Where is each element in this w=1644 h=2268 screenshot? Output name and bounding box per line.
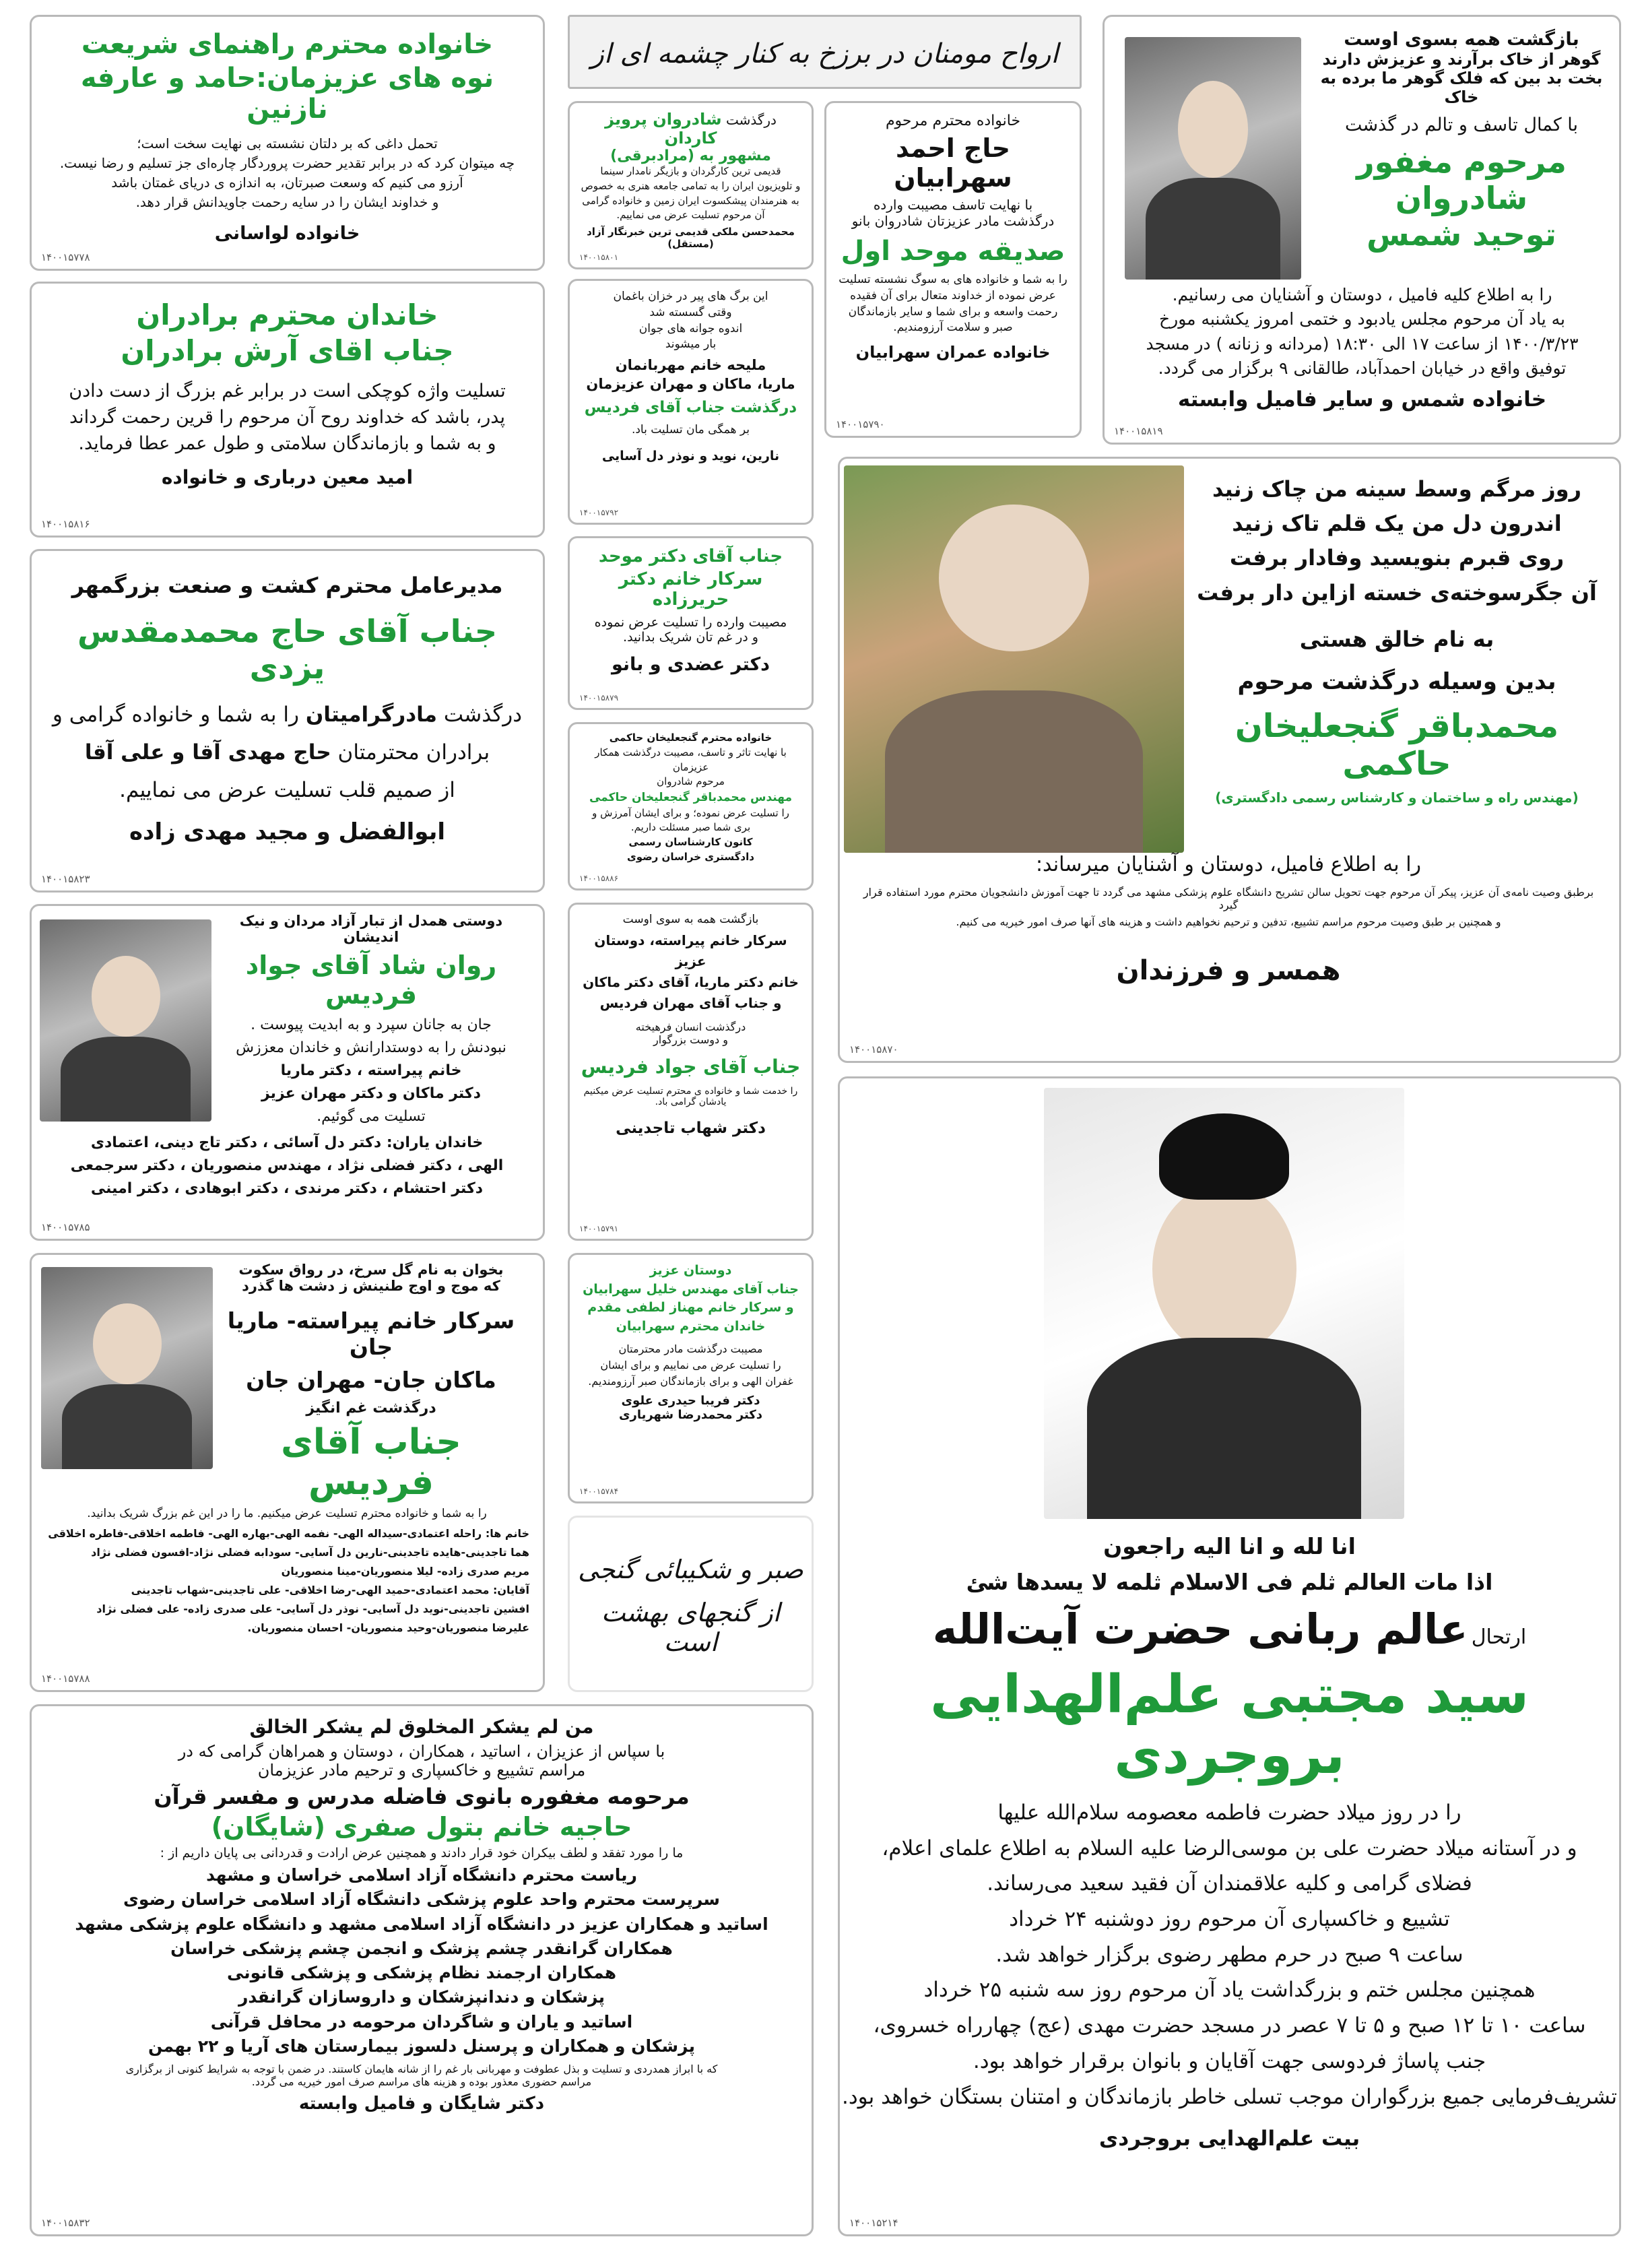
deceased-name: جناب آقای فردیس [281, 1422, 461, 1503]
text-line: تشییع و خاکسپاری آن مرحوم روز دوشنبه ۲۴ خرداد [1009, 1907, 1450, 1932]
recipient-line: دکتر ماکان و دکتر مهران عزیز [261, 1085, 481, 1103]
signature: خانواده لواسانی [214, 223, 360, 244]
text-line: ما را مورد تفقد و لطف بیکران خود قرار دادند و همچنین عرض ارادت و قدردانی بی پایان داریم از : [160, 1846, 684, 1860]
ad-yaran [30, 904, 545, 1241]
header-line [578, 110, 803, 148]
text-line: را خدمت شما و خانواده ی محترم تسلیت عرض میکنیم [583, 1086, 798, 1097]
recipient-line: خاندان محترم سهرابیان [616, 1318, 766, 1334]
signature: محمدحسن ملکی قدیمی ترین خبرنگار آزاد (مستقل) [587, 226, 795, 250]
signature: امید معین درباری و خانواده [161, 466, 414, 489]
ad-del-asaei [568, 279, 814, 525]
portrait-photo [40, 919, 211, 1122]
names-line: آقایان: محمد اعتمادی-حمید الهی-رضا اخلاقی- علی تاجدینی-شهاب تاجدینی [131, 1583, 529, 1596]
ad-ref-number: ۱۴۰۰۱۵۸۱۶ [41, 518, 90, 530]
names-line: علیرضا منصوریان-وحید منصوریان- احسان منصوریان. [247, 1621, 529, 1634]
text-line: تشریف‌فرمایی جمیع بزرگواران موجب تسلی خاطر بازماندگان و امتنان بستگان خواهد بود. [841, 2084, 1618, 2109]
ad-ref-number: ۱۴۰۰۱۵۸۳۲ [41, 2217, 90, 2229]
recipient-line: و جناب آقای مهران فردیس [599, 995, 782, 1011]
text-line: را تسلیت عرض نموده؛ و برای ایشان آمرزش و [592, 806, 789, 819]
poem-line: بار میشوند [665, 337, 717, 352]
text-line: و در غم تان شریک بدانید. [623, 630, 758, 645]
ad-ref-number: ۱۴۰۰۱۵۷۸۵ [41, 1221, 90, 1233]
ad-ozdi [568, 536, 814, 710]
title-text: عالم ربانی حضرت آیت‌الله [932, 1605, 1468, 1654]
deceased-name: صدیقه موحد اول [841, 236, 1065, 267]
text-line: تسلیت می گوئیم. [317, 1108, 426, 1126]
ad-kardan [568, 101, 814, 269]
signature: دکتر عضدی و بانو [611, 654, 770, 675]
deceased-name: مهندس محمدباقر گنجعلیخان حاکمی [589, 791, 792, 804]
ad-ref-number: ۱۴۰۰۱۵۸۰۱ [579, 253, 619, 262]
text-line: و تلویزیون ایران را به تمامی جامعه هنری به خصوص [581, 179, 801, 192]
portrait-photo [41, 1267, 213, 1469]
names-line: هما تاجدینی-هایده تاجدینی-نارین دل آسایی- سودابه فضلی نژاد-افسون فضلی نژاد [91, 1545, 529, 1559]
signature-line: دادگستری خراسان رضوی [627, 850, 754, 863]
signature: بیت علم‌الهدایی بروجردی [1098, 2127, 1360, 2151]
quote-line: از گنجهای بهشت است [601, 1598, 781, 1657]
text-line: را تسلیت عرض می نماییم و برای ایشان [600, 1359, 781, 1372]
deceased-name: محمدباقر گنجعلیخان حاکمی [1235, 707, 1559, 783]
thanks-line: ریاست محترم دانشگاه آزاد اسلامی خراسان و مشهد [206, 1865, 637, 1885]
names-line: مریم صدری زاده- لیلا منصوریان-مینا منصوریان [281, 1564, 529, 1578]
poem-line: بخوان به نام گل سرخ، در رواق سکوت [238, 1262, 504, 1278]
signature: نارین، نوید و نوذر دل آسایی [601, 449, 780, 464]
text-line: بری شما صبر مسئلت داریم. [630, 821, 751, 834]
text-line: ساعت ۹ صبح در حرم مطهر رضوی برگزار خواهد شد. [995, 1942, 1464, 1967]
text-line: به هنرمندان پیشکسوت ایران زمین و خانواده گرامی [582, 194, 799, 207]
text-line: مراسم تشییع و خاکسپاری و ترحیم مادر عزیزمان [257, 1761, 586, 1780]
ad-fardis-friends [30, 1253, 545, 1692]
ad-ref-number: ۱۴۰۰۱۵۲۱۴ [849, 2217, 898, 2229]
ad-experts-association [568, 722, 814, 890]
recipient-line: خانواده محترم راهنمای شریعت [81, 29, 494, 60]
recipient-line: جناب آقای مهندس خلیل سهرابیان [583, 1281, 799, 1297]
title-line [840, 1605, 1619, 1654]
text-line: عرض نموده از خداوند متعال برای آن فقیده [850, 288, 1056, 302]
text-line: ۱۴۰۰/۳/۲۳ از ساعت ۱۷ الی ۱۸:۳۰ (مردانه و زنانه ) در مسجد [1146, 333, 1579, 354]
ad-ref-number: ۱۴۰۰۱۵۷۹۲ [579, 508, 619, 517]
signature-line: دکتر احتشام ، دکتر مرندی ، دکتر ابوهادی ، دکتر امینی [90, 1180, 484, 1198]
poem-line: اندوه جوانه های جوان [638, 321, 743, 335]
deceased-name: حاجیه خانم بتول صفری (شایگان) [211, 1812, 632, 1842]
text-line: پدر، باشد که خداوند روح آن مرحوم را قرین رحمت گرداند [69, 407, 505, 428]
text-line [49, 696, 525, 734]
text-line: و به شما و بازماندگان سلامتی و طول عمر عطا فرماید. [78, 433, 496, 455]
text-line: با نهایت تاسف مصیبت وارده [873, 197, 1033, 213]
text-line: مرحوم شادروان [657, 775, 725, 788]
recipient-line: ماکان جان- مهران جان [246, 1367, 496, 1393]
recipient-line: خانم دکتر ماریا، آقای دکتر ماکان [583, 974, 799, 990]
text-line: تحمل داغی که بر دلتان نشسته بی نهایت سخت است؛ [137, 135, 438, 152]
recipient-line: سرکار خانم پیراسته، دوستان عزیز [594, 932, 787, 969]
text-line: که با ابراز همدردی و تسلیت و بذل عطوفت و مهربانی بار غم را از شانه هایمان کاستند. در ضمن با توجه به شرایط کنونی از برگزاری [125, 2063, 718, 2075]
text-line: درگذشت انسان فرهیخته [635, 1020, 746, 1033]
ad-mahdizadeh [30, 549, 545, 893]
poem-line: آن جگرسوخته‌ی خسته ازاین دار برفت [1197, 579, 1597, 606]
intro-line: دوستی همدل از تبار آزاد مردان و نیک اندیشان [239, 913, 503, 945]
text-line: قدیمی ترین کارگردان و بازیگر نامدار سینما [600, 165, 781, 177]
poem-line: اندرون دل من یک قلم تاک زنید [1232, 511, 1562, 537]
thanks-line: سرپرست محترم واحد علوم پزشکی دانشگاه آزاد اسلامی خراسان رضوی [123, 1889, 720, 1910]
portrait-photo [844, 465, 1184, 853]
recipient-name: حاج احمد سهرابیان [894, 133, 1012, 193]
signature: دکتر شهاب تاجدینی [616, 1120, 766, 1137]
text-line: چه میتوان کرد که در برابر تقدیر حضرت پروردگار چاره‌ای جز تسلیم و رضا نیست. [59, 155, 515, 171]
text-emphasis: حاج مهدی آقا و علی آقا [84, 740, 331, 765]
signature-line: دکتر محمدرضا شهریاری [618, 1408, 763, 1423]
signature-line: کانون کارشناسان رسمی [628, 836, 753, 849]
portrait-photo [1044, 1088, 1404, 1519]
intro-line: بدین وسیله درگذشت مرحوم [1237, 668, 1556, 695]
ad-shayegan [30, 1704, 814, 2236]
text-line: جان به جانان سپرد و به ابدیت پیوست . [251, 1016, 492, 1033]
text-line: جنب پاساژ فردوسی جهت آقایان و بانوان برقرار خواهد بود. [973, 2048, 1486, 2073]
ad-ref-number: ۱۴۰۰۱۵۸۷۰ [849, 1043, 898, 1056]
text-line: و دوست بزرگوار [653, 1033, 728, 1046]
ad-tohid-shams [1103, 15, 1621, 445]
ad-lavasani [30, 15, 545, 271]
thanks-line: اساتید و همکاران عزیز در دانشگاه آزاد اسلامی مشهد و دانشگاه علوم پزشکی مشهد [75, 1914, 768, 1934]
recipient-title: مدیرعامل محترم کشت و صنعت بزرگمهر [71, 573, 503, 598]
poem-line: که موج و اوج طنینش ز دشت ها گذرد [242, 1278, 500, 1294]
recipient-line: ماریا، ماکان و مهران عزیزمان [586, 376, 795, 393]
text-line: فضلای گرامی و کلیه علاقمندان آن فقید سعید می‌رساند. [987, 1871, 1472, 1896]
header-line: خانواده محترم مرحوم [885, 112, 1021, 129]
signature: همسر و فرزندان [1116, 955, 1341, 986]
hadith-line: من لم یشکر المخلوق لم یشکر الخالق [249, 1716, 594, 1738]
ad-ref-number: ۱۴۰۰۱۵۷۹۱ [579, 1224, 619, 1233]
signature-line: الهی ، دکتر فضلی نژاد ، مهندس منصوریان ، دکتر سرجمعی [70, 1157, 504, 1175]
portrait-photo [1125, 37, 1301, 280]
deceased-line: درگذشت جناب آقای فردیس [584, 399, 797, 417]
heading-line: به نام خالق هستی [1299, 626, 1494, 652]
text-line: رحمت واسعه و برای شما و سایر بازماندگان [848, 304, 1058, 319]
poem-line: روز مرگم وسط سینه من چاک زنید [1212, 476, 1582, 502]
poem-line: روی قبرم بنویسید وفادار برفت [1229, 545, 1565, 571]
deceased-name: توحید شمس [1367, 216, 1556, 253]
ad-ref-number: ۱۴۰۰۱۵۷۸۴ [579, 1487, 619, 1496]
recipient-name: جناب اقای آرش برادران [121, 334, 454, 367]
signature: خانواده عمران سهرابیان [855, 343, 1051, 362]
text-line: برطبق وصیت نامه‌ی آن عزیز، پیکر آن مرحوم جهت تحویل سالن تشریح دانشگاه علوم پزشکی مشهد می گردد تا جهت آموزش دانشجویان محترم مورد استفاده قرار گیرد [863, 886, 1594, 911]
text-part: برادران محترمتان [337, 740, 490, 765]
text-line: آن مرحوم تسلیت عرض می نماییم. [616, 209, 765, 222]
recipient-name: جناب آقای حاج محمدمقدس یزدی [77, 613, 498, 686]
text-line: مراسم حضوری معذور بوده و هزینه های مراسم صرف امور خیریه می گردد. [251, 2075, 592, 2088]
deceased-profession: (مهندس راه و ساختمان و کارشناس رسمی دادگستری) [1215, 789, 1579, 806]
text-line: را در روز میلاد حضرت فاطمه معصومه سلام‌الله علیها [997, 1801, 1461, 1825]
ad-ref-number: ۱۴۰۰۱۵۸۲۳ [41, 873, 90, 885]
text-line: صبر و سلامت آرزومندیم. [893, 321, 1013, 335]
recipient-line: خانواده محترم گنجعلیخان حاکمی [609, 732, 772, 744]
text-line: با سپاس از عزیزان ، اساتید ، همکاران ، دوستان و همراهان گرامی که در [178, 1742, 665, 1761]
text-line: نبودنش را به دوستدارانش و خاندان معززش [236, 1039, 506, 1057]
signature-line: دکتر فریبا حیدری علوی [621, 1394, 760, 1408]
ad-baradaran [30, 282, 545, 538]
text-line: از صمیم قلب تسلیت عرض می نماییم. [119, 777, 455, 802]
ad-sohrabian [824, 101, 1082, 438]
thanks-line: اساتید و یاران و شاگردان مرحومه در محافل قرآنی [210, 2011, 633, 2032]
ad-hakemi [838, 457, 1621, 1063]
ad-ref-number: ۱۴۰۰۱۵۸۱۹ [1114, 425, 1163, 437]
quran-verse: انا لله و انا الیه راجعون [1103, 1533, 1356, 1559]
intro-line: با کمال تاسف و تالم در گذشت [1344, 115, 1579, 135]
deceased-title: مرحومه مغفوره بانوی فاضله مدرس و مفسر قرآن [154, 1784, 690, 1809]
hadith-line: اذا مات العالم ثلم فی الاسلام ثلمه لا یسدها شئ [966, 1569, 1493, 1595]
text-line: بر همگی مان تسلیت باد. [631, 423, 750, 437]
recipient-line: ملیحه خانم مهربانمان [615, 357, 766, 374]
deceased-name: سید مجتبی علم‌الهدایی بروجردی [930, 1664, 1529, 1786]
text-line: را به اطلاع فامیل، دوستان و آشنایان میرساند: [1035, 853, 1422, 876]
thanks-line: همکاران ارجمند نظام پزشکی و پزشکی قانونی [226, 1963, 617, 1982]
text-line: غفران الهی و برای بازماندگان صبر آرزومندیم. [588, 1375, 793, 1388]
recipient-line: جناب آقای دکتر موحد [598, 546, 783, 566]
signature: ابوالفضل و مجید مهدی زاده [129, 818, 446, 846]
text-line: آرزو می کنیم که وسعت صبرتان، به اندازه ی دریای غمتان باشد [111, 174, 463, 191]
recipient-line: خانم پیراسته ، دکتر ماریا [280, 1062, 462, 1080]
text-line: با نهایت تاثر و تاسف، مصیبت درگذشت همکار عزیزمان [595, 746, 787, 773]
deceased-name: روان شاد آقای جواد فردیس [245, 950, 497, 1010]
recipient-names: نوه های عزیزمان:حامد و عارفه نازنین [80, 63, 494, 125]
thanks-line: همکاران گرانقدر چشم پزشک و انجمن چشم پزشکی خراسان [170, 1938, 673, 1958]
signature-line: خاندان یاران: دکتر دل آسائی ، دکتر تاج دینی، اعتمادی [90, 1134, 484, 1151]
poem-line: بخت بد بین که فلک گوهر ما برده به خاک [1320, 69, 1603, 106]
thanks-line: پزشکان و همکاران و پرسنل دلسوز بیمارستان های آریا و ۲۲ بهمن [148, 2036, 695, 2056]
thanks-line: پزشکان و دندانپزشکان و داروسازان گرانقدر [238, 1987, 605, 2007]
signature: دکتر شایگان و فامیل وابسته [298, 2094, 545, 2114]
deceased-title: مرحوم مغفور شادروان [1356, 143, 1567, 216]
text-line: را به شما و خانواده محترم تسلیت عرض میکنیم. ما را در این غم بزرگ شریک بدانید. [87, 1507, 487, 1520]
text-line: را به اطلاع کلیه فامیل ، دوستان و آشنایان می رسانیم. [1172, 285, 1552, 304]
text-line: همچنین مجلس ختم و بزرگداشت یاد آن مرحوم روز سه شنبه ۲۵ خرداد [923, 1978, 1536, 2003]
signature: خانواده شمس و سایر فامیل وابسته [1177, 387, 1547, 412]
opening-line: بازگشت همه بسوی اوست [1344, 29, 1579, 50]
names-line: خانم ها: راحله اعتمادی-سیداله الهی- نفمه الهی-بهاره الهی- فاطمه اخلاقی-فاطره اخلاقی [48, 1526, 529, 1540]
text-line: و در آستانه میلاد حضرت علی بن موسی‌الرضا علیه السلام به اطلاع علمای اعلام، [882, 1836, 1577, 1860]
ad-tajdini [568, 903, 814, 1241]
text-line: یادشان گرامی باد. [655, 1097, 727, 1107]
text-line: و خداوند ایشان را در سایه رحمت جاویدانش قرار دهد. [135, 194, 439, 210]
text-line: درگذشت مادر عزیزتان شادروان بانو [851, 213, 1055, 229]
text-line: ساعت ۱۰ تا ۱۲ صبح و ۵ تا ۷ عصر در مسجد حضرت مهدی (عج) چهارراه خسروی، [873, 2013, 1586, 2038]
recipient-line: خاندان محترم برادران [136, 298, 438, 331]
poem-line: وقتی گسسته شد [649, 305, 732, 319]
text-line: توفیق واقع در خیابان احمدآباد، طالقانی ۹ برگزار می گردد. [1158, 358, 1567, 378]
text-line: مصیبت وارده را تسلیت عرض نموده [594, 615, 787, 630]
quote-line: صبر و شکیبائی گنجی [578, 1555, 803, 1584]
text-line: مصیبت درگذشت مادر محترمتان [618, 1342, 763, 1356]
recipient-line: دوستان عزیز [649, 1263, 732, 1278]
recipient-line: سرکار خانم پیراسته- ماریا جان [227, 1307, 515, 1360]
recipient-line: و سرکار خانم مهناز لطفی مقدم [587, 1300, 794, 1316]
text-line: را به شما و خانواده های به سوگ نشسته تسلیت [839, 273, 1067, 286]
ad-ref-number: ۱۴۰۰۱۵۸۸۶ [579, 874, 619, 883]
names-line: افشین تاجدینی-نوید دل آسایی- نوذر دل آسایی- علی صدری زاده- علی فضلی نژاد [96, 1602, 529, 1615]
ad-ref-number: ۱۴۰۰۱۵۷۹۰ [836, 418, 885, 430]
poem-line: این برگ های پیر در خزان باغمان [613, 290, 768, 303]
text-part: درگذشت [443, 703, 523, 727]
header-prefix: درگذشت [725, 112, 777, 128]
ad-calligraphy-quote [568, 1516, 814, 1692]
deceased-name: جناب آقای جواد فردیس [581, 1056, 801, 1078]
intro-line: درگذشت غم انگیز [306, 1400, 436, 1417]
text-line: به یاد آن مرحوم مجلس یادبود و ختمی امروز یکشنبه مورخ [1159, 309, 1565, 329]
text-line: و همچنین بر طبق وصیت مرحوم مراسم تشییع، تدفین و ترحیم نخواهیم داشت و هزینه های آنها صرف امور خیریه می کنیم. [956, 915, 1501, 928]
ad-alamolhoda [838, 1076, 1621, 2236]
header-banner [568, 15, 1082, 89]
deceased-name: شادروان پرویز کاردان [605, 110, 722, 148]
text-part: را به شما و خانواده گرامی و [52, 703, 299, 727]
text-emphasis: مادرگرامیتان [305, 703, 437, 727]
title-prefix: ارتحال [1471, 1625, 1527, 1649]
ad-ref-number: ۱۴۰۰۱۵۷۸۸ [41, 1673, 90, 1685]
opening-line: بازگشت همه به سوی اوست [622, 913, 759, 926]
recipient-line: سرکار خانم دکتر حریرزاده [618, 569, 763, 610]
ad-ref-number: ۱۴۰۰۱۵۷۷۸ [41, 251, 90, 263]
header-banner-text: ارواح مومنان در برزخ به کنار چشمه ای از [591, 38, 1059, 69]
text-line [49, 734, 525, 772]
poem-line: گوهر از خاک برآرند و عزیزش دارند [1322, 50, 1601, 69]
ad-ref-number: ۱۴۰۰۱۵۸۷۹ [579, 693, 619, 703]
text-line: تسلیت واژه کوچکی است در برابر غم بزرگ از دست دادن [69, 381, 506, 401]
nickname-line: مشهور به (مرادبرقی) [610, 148, 771, 164]
ad-heydari-shahriari [568, 1253, 814, 1503]
